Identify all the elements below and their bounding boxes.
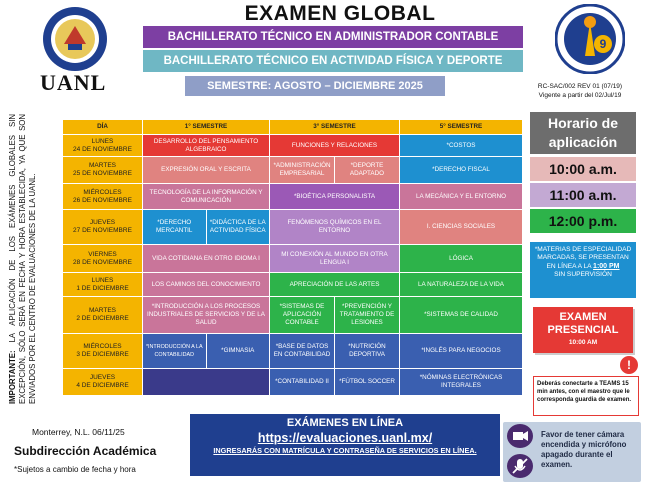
- exam-cell-split: *SISTEMAS DE APLICACIÓN CONTABLE *PREVENCIÓN Y TRATAMIENTO DE LESIONES: [270, 297, 400, 334]
- camera-note-box: Favor de tener cámara encendida y micrófono apagado durante el examen.: [503, 422, 641, 482]
- exam-cell-split: *CONTABILIDAD II *FÚTBOL SOCCER: [270, 369, 400, 396]
- day-cell: VIERNES 28 DE NOVIEMBRE: [63, 245, 143, 273]
- table-row: [63, 273, 523, 297]
- horario-title: Horario de aplicación: [530, 112, 636, 154]
- header-sem1: 1° SEMESTRE: [143, 120, 270, 135]
- evaluaciones-link[interactable]: https://evaluaciones.uanl.mx/: [257, 431, 433, 445]
- table-row: [63, 135, 523, 157]
- exam-cell: I. CIENCIAS SOCIALES: [400, 210, 523, 245]
- prepa9-seal-icon: [555, 4, 625, 74]
- day-cell: MIÉRCOLES 26 DE NOVIEMBRE: [63, 184, 143, 210]
- table-row: [63, 184, 523, 210]
- exam-cell: EXPRESIÓN ORAL Y ESCRITA: [143, 157, 270, 184]
- time-slot-3: 12:00 p.m.: [530, 209, 636, 233]
- header-sem3: 3° SEMESTRE: [270, 120, 400, 135]
- exam-cell-split: *DERECHO MERCANTIL *DIDÁCTICA DE LA ACTIVIDAD FÍSICA: [143, 210, 270, 245]
- exam-cell-split: *ADMINISTRACIÓN EMPRESARIAL *DEPORTE ADAPTADO: [270, 157, 400, 184]
- day-cell: LUNES 1 DE DICIEMBRE: [63, 273, 143, 297]
- microphone-off-icon: [507, 454, 533, 478]
- table-row: [63, 210, 523, 245]
- header-sem5: 5° SEMESTRE: [400, 120, 523, 135]
- exam-cell: *SISTEMAS DE CALIDAD: [400, 297, 523, 334]
- exam-cell: *BIOÉTICA PERSONALISTA: [270, 184, 400, 210]
- program-banner-deporte: BACHILLERATO TÉCNICO EN ACTIVIDAD FÍSICA Y DEPORTE: [143, 50, 523, 72]
- alert-icon: !: [620, 356, 638, 374]
- place-date: Monterrey, N.L. 06/11/25: [32, 427, 125, 437]
- uanl-logo-text: UANL: [40, 70, 107, 95]
- time-slot-2: 11:00 a.m.: [530, 183, 636, 207]
- exam-cell: LA NATURALEZA DE LA VIDA: [400, 273, 523, 297]
- exam-cell-split: *BASE DE DATOS EN CONTABILIDAD *NUTRICIÓN DEPORTIVA: [270, 334, 400, 369]
- uanl-seal-icon: [42, 6, 108, 72]
- teams-note: Deberás conectarte a TEAMS 15 min antes, con el maestro que le corresponda guardia de examen.: [533, 376, 639, 416]
- exam-schedule-table: [62, 119, 523, 396]
- exam-cell: *DERECHO FISCAL: [400, 157, 523, 184]
- exam-cell: TECNOLOGÍA DE LA INFORMACIÓN Y COMUNICACIÓN: [143, 184, 270, 210]
- semester-banner: SEMESTRE: AGOSTO – DICIEMBRE 2025: [185, 76, 445, 96]
- exam-cell: MI CONEXIÓN AL MUNDO EN OTRA LENGUA I: [270, 245, 400, 273]
- exam-cell: *NÓMINAS ELECTRÓNICAS INTEGRALES: [400, 369, 523, 396]
- table-row: [63, 334, 523, 369]
- exam-cell: FENÓMENOS QUÍMICOS EN EL ENTORNO: [270, 210, 400, 245]
- table-row: [63, 157, 523, 184]
- header-day: DÍA: [63, 120, 143, 135]
- day-cell: MARTES 25 DE NOVIEMBRE: [63, 157, 143, 184]
- day-cell: JUEVES 27 DE NOVIEMBRE: [63, 210, 143, 245]
- exam-cell: LÓGICA: [400, 245, 523, 273]
- program-banner-contable: BACHILLERATO TÉCNICO EN ADMINISTRADOR CONTABLE: [143, 26, 523, 48]
- day-cell: LUNES 24 DE NOVIEMBRE: [63, 135, 143, 157]
- table-row: [63, 369, 523, 396]
- document-code: RC-SAC/002 REV 01 (07/19) Vigente a partir del 02/Jul/19: [537, 83, 623, 99]
- exam-cell: *INGLÉS PARA NEGOCIOS: [400, 334, 523, 369]
- exam-cell: *COSTOS: [400, 135, 523, 157]
- important-notice: IMPORTANTE: LA APLICACIÓN DE LOS EXÁMENES GLOBALES SIN EXCEPCIÓN, SÓLO SERÁ EN FECHA Y HORA ESTABLECIDA, YA QUE SON ENVIADOS POR EL CENTRO DE EVALUACIONES DE LA UANL.: [8, 114, 37, 404]
- department-name: Subdirección Académica: [14, 444, 157, 458]
- time-slot-1: 10:00 a.m.: [530, 157, 636, 181]
- exam-cell: DESARROLLO DEL PENSAMIENTO ALGEBRAICO: [143, 135, 270, 157]
- page-title: EXAMEN GLOBAL: [244, 2, 436, 25]
- day-cell: JUEVES 4 DE DICIEMBRE: [63, 369, 143, 396]
- exam-cell: *INTRODUCCIÓN A LOS PROCESOS INDUSTRIALES DE SERVICIOS Y DE LA SALUD: [143, 297, 270, 334]
- exam-cell: VIDA COTIDIANA EN OTRO IDIOMA I: [143, 245, 270, 273]
- exam-cell: FUNCIONES Y RELACIONES: [270, 135, 400, 157]
- table-row: [63, 297, 523, 334]
- exam-cell: APRECIACIÓN DE LAS ARTES: [270, 273, 400, 297]
- footnote: *Sujetos a cambio de fecha y hora: [14, 465, 136, 474]
- exam-cell: LA MECÁNICA Y EL ENTORNO: [400, 184, 523, 210]
- online-exams-box: EXÁMENES EN LÍNEA https://evaluaciones.uanl.mx/ INGRESARÁS CON MATRÍCULA Y CONTRASEÑA DE SERVICIOS EN LÍNEA.: [190, 414, 500, 476]
- exam-cell: LOS CAMINOS DEL CONOCIMIENTO: [143, 273, 270, 297]
- table-row: [63, 245, 523, 273]
- day-cell: MARTES 2 DE DICIEMBRE: [63, 297, 143, 334]
- exam-cell-split: *INTRODUCCIÓN A LA CONTABILIDAD *GIMNASIA: [143, 334, 270, 369]
- svg-text:9: 9: [599, 37, 607, 51]
- table-header-row: [63, 120, 523, 135]
- presencial-badge: EXAMEN PRESENCIAL 10:00 AM: [533, 307, 633, 353]
- day-cell: MIÉRCOLES 3 DE DICIEMBRE: [63, 334, 143, 369]
- specialty-note: *MATERIAS DE ESPECIALIDAD MARCADAS, SE PRESENTAN EN LÍNEA A LA 1:00 PM SIN SUPERVISIÓN: [530, 242, 636, 298]
- video-camera-icon: [507, 424, 533, 448]
- exam-cell: [143, 369, 270, 396]
